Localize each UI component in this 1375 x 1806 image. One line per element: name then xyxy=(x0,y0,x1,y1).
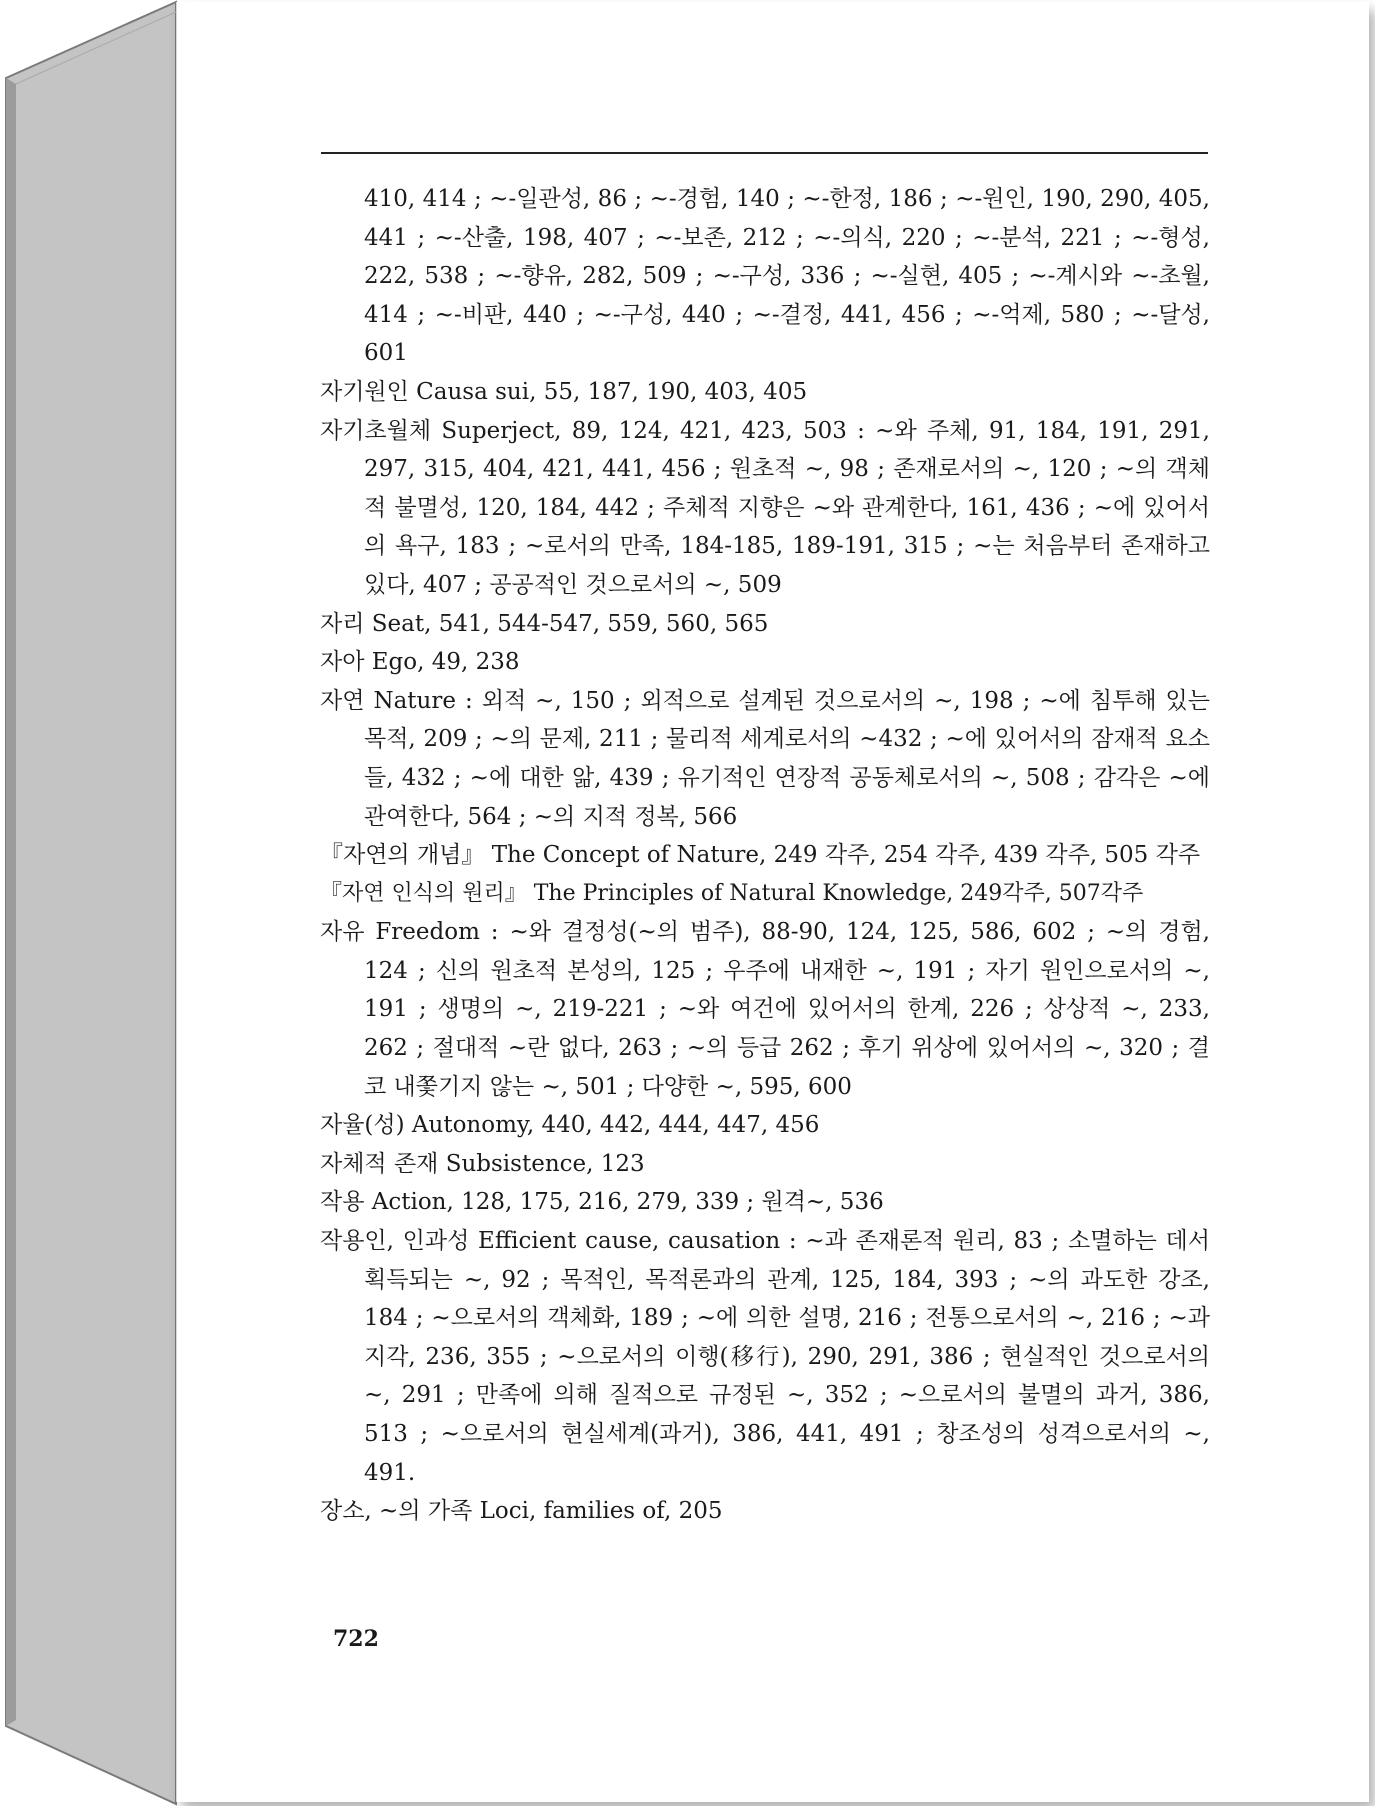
index-entry: 자연 Nature : 외적 ~, 150 ; 외적으로 설계된 것으로서의 ~, 198 ; ~에 침투해 있는 목적, 209 ; ~의 문제, 211 ; 물리적 세계로서의 ~432 ; ~에 있어서의 잠재적 요소들, 432 ; ~에 대한 앎, 439 ; 유기적인 연장적 공동체로서의 ~, 508 ; 감각은 ~에 관여한다, 564 ; ~의 지적 정복, 566 xyxy=(320,687,1210,830)
index-entry: 자기원인 Causa sui, 55, 187, 190, 403, 405 xyxy=(320,378,808,405)
index-entry: 작용 Action, 128, 175, 216, 279, 339 ; 원격~, 536 xyxy=(320,1189,884,1216)
index-entry: 자아 Ego, 49, 238 xyxy=(320,649,520,676)
index-entry: 『자연의 개념』 The Concept of Nature, 249 각주, 254 각주, 439 각주, 505 각주 xyxy=(320,842,1201,869)
book-page xyxy=(176,2,1369,1802)
page-number: 722 xyxy=(333,1626,379,1652)
index-entry: 『자연 인식의 원리』 The Principles of Natural Knowledge, 249각주, 507각주 xyxy=(320,880,1144,906)
index-entry: 작용인, 인과성 Efficient cause, causation : ~과 존재론적 원리, 83 ; 소멸하는 데서 획득되는 ~, 92 ; 목적인, 목적론과의 관계, 125, 184, 393 ; ~의 과도한 강조, 184 ; ~으로서의 객체화, 189 ; ~에 의한 설명, 216 ; 전통으로서의 ~, 216 ; ~과 지각, 236, 355 ; ~으로서의 이행(移行), 290, 291, 386 ; 현실적인 것으로서의 ~, 291 ; 만족에 의해 질적으로 규정된 ~, 352 ; ~으로서의 불멸의 과거, 386, 513 ; ~으로서의 현실세계(과거), 386, 441, 491 ; 창조성의 성격으로서의 ~, 491. xyxy=(320,1228,1210,1486)
book-spine xyxy=(0,0,180,1806)
index-entry: 자율(성) Autonomy, 440, 442, 444, 447, 456 xyxy=(320,1112,820,1139)
index-entry: 410, 414 ; ~-일관성, 86 ; ~-경험, 140 ; ~-한정, 186 ; ~-원인, 190, 290, 405, 441 ; ~-산출, 198, 407 ; ~-보존, 212 ; ~-의식, 220 ; ~-분석, 221 ; ~-형성, 222, 538 ; ~-향유, 282, 509 ; ~-구성, 336 ; ~-실현, 405 ; ~-계시와 ~-초월, 414 ; ~-비판, 440 ; ~-구성, 440 ; ~-결정, 441, 456 ; ~-억제, 580 ; ~-달성, 601 xyxy=(364,186,1210,367)
header-rule xyxy=(321,152,1208,154)
index-entry: 자유 Freedom : ~와 결정성(~의 범주), 88-90, 124, 125, 586, 602 ; ~의 경험, 124 ; 신의 원초적 본성의, 125 ; 우주에 내재한 ~, 191 ; 자기 원인으로서의 ~, 191 ; 생명의 ~, 219-221 ; ~와 여건에 있어서의 한계, 226 ; 상상적 ~, 233, 262 ; 절대적 ~란 없다, 263 ; ~의 등급 262 ; 후기 위상에 있어서의 ~, 320 ; 결코 내쫓기지 않는 ~, 501 ; 다양한 ~, 595, 600 xyxy=(320,919,1210,1100)
index-entry: 자리 Seat, 541, 544-547, 559, 560, 565 xyxy=(320,610,769,637)
index-entry: 자기초월체 Superject, 89, 124, 421, 423, 503 : ~와 주체, 91, 184, 191, 291, 297, 315, 404, 421, 441, 456 ; 원초적 ~, 98 ; 존재로서의 ~, 120 ; ~의 객체적 불멸성, 120, 184, 442 ; 주체적 지향은 ~와 관계한다, 161, 436 ; ~에 있어서의 욕구, 183 ; ~로서의 만족, 184-185, 189-191, 315 ; ~는 처음부터 존재하고 있다, 407 ; 공공적인 것으로서의 ~, 509 xyxy=(320,417,1210,598)
index-entry: 장소, ~의 가족 Loci, families of, 205 xyxy=(320,1498,723,1525)
index-entry: 자체적 존재 Subsistence, 123 xyxy=(320,1150,645,1177)
index-entries xyxy=(320,180,1210,1531)
